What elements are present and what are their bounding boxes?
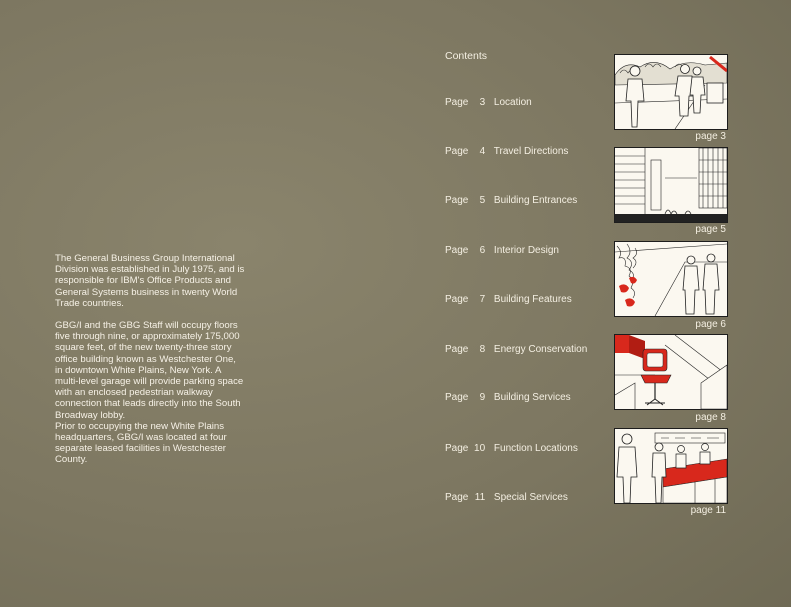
street-scene-illustration — [614, 54, 728, 130]
street-scene-icon — [615, 55, 727, 129]
contents-entry-special-services[interactable] — [445, 492, 568, 503]
entry-prefix: Page — [445, 294, 469, 305]
entry-prefix: Page — [445, 245, 469, 256]
intro-paragraph-2: GBG/I and the GBG Staff will occupy floors five through nine, or approximately 175,000 square feet, of the new twenty-three story office building known as Westchester One, in downtown White Plains, New York. A multi-level garage will provide parking space with an enclosed pedestrian walkway connection that leads directly into the South Broadway lobby. — [55, 320, 244, 421]
entry-label: Special Services — [493, 492, 568, 503]
entry-label: Travel Directions — [493, 146, 569, 157]
entry-page-number: 8 — [479, 344, 486, 355]
building-entrance-icon — [615, 148, 727, 222]
contents-entry-energy-conservation[interactable] — [445, 344, 587, 355]
office-chair-icon — [615, 335, 727, 409]
entry-label: Location — [493, 97, 532, 108]
entry-prefix: Page — [445, 195, 469, 206]
entry-label: Function Locations — [493, 443, 578, 454]
building-entrance-illustration — [614, 147, 728, 223]
entry-prefix: Page — [445, 97, 469, 108]
entry-label: Interior Design — [493, 245, 559, 256]
intro-paragraph-3: Prior to occupying the new White Plains headquarters, GBG/I was located at four separate leased facilities in Westchester County. — [55, 420, 227, 466]
entry-page-number: 6 — [479, 245, 486, 256]
entry-page-number: 9 — [479, 392, 486, 403]
contents-entry-building-entrances[interactable] — [445, 195, 577, 206]
contents-entry-travel-directions[interactable] — [445, 146, 568, 157]
entry-page-number: 10 — [474, 443, 486, 454]
caption-page-8: page 8 — [695, 412, 726, 423]
entry-page-number: 5 — [479, 195, 486, 206]
intro-text — [55, 253, 245, 477]
interior-plants-icon — [615, 242, 727, 316]
entry-label: Building Services — [493, 392, 571, 403]
contents-entry-building-features[interactable] — [445, 294, 572, 305]
entry-page-number: 11 — [474, 492, 486, 503]
caption-page-6: page 6 — [695, 319, 726, 330]
entry-page-number: 3 — [479, 97, 486, 108]
entry-prefix: Page — [445, 443, 469, 454]
caption-page-11: page 11 — [690, 505, 726, 516]
entry-prefix: Page — [445, 492, 469, 503]
entry-label: Energy Conservation — [493, 344, 588, 355]
contents-entry-interior-design[interactable] — [445, 245, 559, 256]
office-chair-illustration — [614, 334, 728, 410]
cafeteria-counter-illustration — [614, 428, 728, 504]
entry-prefix: Page — [445, 344, 469, 355]
entry-page-number: 7 — [479, 294, 486, 305]
interior-plants-illustration — [614, 241, 728, 317]
caption-page-3: page 3 — [695, 131, 726, 142]
entry-label: Building Entrances — [493, 195, 578, 206]
contents-entry-function-locations[interactable] — [445, 443, 578, 454]
entry-label: Building Features — [493, 294, 572, 305]
cafeteria-counter-icon — [615, 429, 727, 503]
entry-prefix: Page — [445, 392, 469, 403]
entry-page-number: 4 — [479, 146, 486, 157]
contents-entry-location[interactable] — [445, 97, 532, 108]
contents-title: Contents — [445, 50, 488, 62]
contents-entry-building-services[interactable] — [445, 392, 571, 403]
entry-prefix: Page — [445, 146, 469, 157]
intro-paragraph-1: The General Business Group International Division was established in July 1975, and is responsible for IBM's Office Products and General Systems business in twenty World Trade countries. — [55, 253, 245, 309]
caption-page-5: page 5 — [695, 224, 726, 235]
